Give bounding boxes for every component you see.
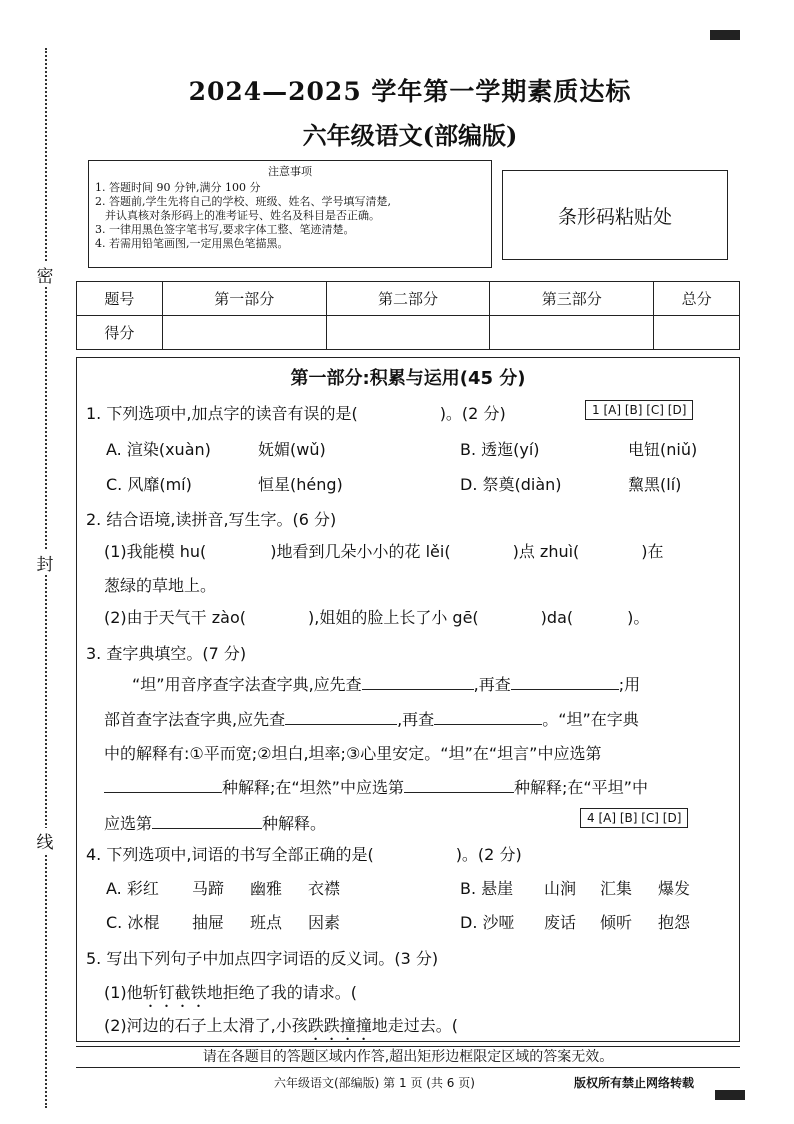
- q3-line4: [104, 775, 648, 798]
- score-header: 第一部分: [162, 282, 326, 316]
- q1-text: 1. 下列选项中,加点字的读音有误的是(: [86, 404, 358, 423]
- q3-blank[interactable]: [152, 812, 262, 829]
- q5-text: (1)他: [104, 983, 143, 1002]
- q5-text: 地走过去。(: [371, 1016, 459, 1035]
- q5-line1: [104, 980, 357, 1011]
- q2-l1-text: )在: [641, 542, 664, 561]
- q1-option-d1: D. 祭奠(diàn): [460, 475, 562, 494]
- q4-option-d3: 倾听: [600, 913, 633, 932]
- notice-item: 4. 若需用铅笔画图,一定用黑色笔描黑。: [95, 237, 289, 250]
- q4-option-b4: 爆发: [658, 879, 691, 898]
- q2-l1-text: )地看到几朵小小的花 lěi(: [270, 542, 451, 561]
- q1-text-end: )。(2 分): [439, 404, 506, 423]
- score-header: 题号: [77, 282, 163, 316]
- notice-box: [88, 160, 492, 268]
- q3-text: 应选第: [104, 814, 153, 833]
- q3-blank[interactable]: [434, 708, 542, 725]
- score-header: 第二部分: [326, 282, 490, 316]
- q1-stem: [86, 401, 506, 424]
- q5-dotted-phrase: 跌跌撞撞: [307, 1016, 372, 1035]
- q2-l2-text: ),姐姐的脸上长了小 gē(: [308, 608, 479, 627]
- q2-l1-text: (1)我能模 hu(: [104, 542, 207, 561]
- q3-text: ,再查: [397, 710, 435, 729]
- answer-warning: 请在各题目的答题区域内作答,超出矩形边框限定区域的答案无效。: [76, 1046, 740, 1068]
- q3-text: 种解释。: [262, 814, 327, 833]
- q3-line1: [132, 672, 640, 695]
- q4-option-b1: B. 悬崖: [460, 879, 514, 898]
- q1-option-a1: A. 渲染(xuàn): [106, 440, 211, 459]
- q1-answer-box[interactable]: 1 [A] [B] [C] [D]: [585, 400, 693, 420]
- q4-option-b2: 山涧: [544, 879, 577, 898]
- q4-option-d4: 抱怨: [658, 913, 691, 932]
- page-subtitle: 六年级语文(部编版): [302, 121, 518, 150]
- q3-line5: [104, 811, 326, 834]
- barcode-area: 条形码粘贴处: [502, 170, 728, 260]
- q3-text: 。“坦”在字典: [542, 710, 639, 729]
- q2-line1-cont: 葱绿的草地上。: [104, 576, 217, 595]
- q3-text: “坦”用音序查字法查字典,应先查: [132, 675, 362, 694]
- page-title: 2024—2025 学年第一学期素质达标: [188, 77, 632, 106]
- q3-blank[interactable]: [104, 776, 222, 793]
- q1-option-a2: 妩媚(wǔ): [258, 440, 326, 459]
- q3-text: ,再查: [473, 675, 511, 694]
- q2-l2-text: )da(: [540, 608, 574, 627]
- side-mark-feng: 封: [35, 550, 55, 575]
- q1-option-c1: C. 风靡(mí): [106, 475, 192, 494]
- q5-dotted-phrase: 斩钉截铁: [142, 983, 207, 1002]
- q4-option-a1: A. 彩红: [106, 879, 159, 898]
- q3-answer-box[interactable]: 4 [A] [B] [C] [D]: [580, 808, 688, 828]
- q2-l1-text: )点 zhuì(: [512, 542, 580, 561]
- q3-blank[interactable]: [404, 776, 514, 793]
- section-title: 第一部分:积累与运用(45 分): [290, 368, 526, 389]
- q4-option-c4: 因素: [308, 913, 341, 932]
- q4-option-c2: 抽屉: [192, 913, 225, 932]
- q5-stem: 5. 写出下列句子中加点四字词语的反义词。(3 分): [86, 949, 439, 968]
- registration-mark-top: [710, 30, 740, 40]
- q2-stem: 2. 结合语境,读拼音,写生字。(6 分): [86, 510, 337, 529]
- notice-item: 1. 答题时间 90 分钟,满分 100 分: [95, 181, 261, 194]
- q3-text: 部首查字法查字典,应先查: [104, 710, 286, 729]
- score-header: 第三部分: [490, 282, 654, 316]
- score-cell[interactable]: [326, 316, 490, 350]
- q2-line1: [104, 539, 664, 562]
- q1-option-b1: B. 透迤(yí): [460, 440, 540, 459]
- q5-line2: [104, 1013, 458, 1044]
- q3-text: 种解释;在“坦然”中应选第: [222, 778, 404, 797]
- q5-text: (2)河边的石子上太滑了,小孩: [104, 1016, 308, 1035]
- q4-option-b3: 汇集: [600, 879, 633, 898]
- q4-option-a2: 马蹄: [192, 879, 225, 898]
- score-cell[interactable]: [654, 316, 740, 350]
- side-mark-mi: 密: [35, 262, 55, 287]
- notice-item: 3. 一律用黑色签字笔书写,要求字体工整、笔迹清楚。: [95, 223, 355, 236]
- q3-line2: [104, 707, 639, 730]
- q3-blank[interactable]: [362, 673, 474, 690]
- page-footer: 六年级语文(部编版) 第 1 页 (共 6 页): [274, 1076, 475, 1090]
- q3-blank[interactable]: [511, 673, 619, 690]
- q4-option-c3: 班点: [250, 913, 283, 932]
- q4-option-d1: D. 沙哑: [460, 913, 515, 932]
- notice-item: 2. 答题前,学生先将自己的学校、班级、姓名、学号填写清楚,: [95, 195, 391, 208]
- q4-option-d2: 废话: [544, 913, 577, 932]
- q1-option-b2: 电钮(niǔ): [628, 440, 698, 459]
- q3-blank[interactable]: [285, 708, 397, 725]
- q1-option-c2: 恒星(héng): [258, 475, 343, 494]
- q1-option-d2: 黧黑(lí): [628, 475, 682, 494]
- q4-text-end: )。(2 分): [455, 845, 522, 864]
- q5-text: 地拒绝了我的请求。(: [206, 983, 357, 1002]
- notice-item: 并认真核对条形码上的准考证号、姓名及科目是否正确。: [105, 209, 380, 222]
- copyright-notice: 版权所有禁止网络转载: [574, 1076, 695, 1090]
- q4-option-a4: 衣襟: [308, 879, 341, 898]
- q3-text: ;用: [618, 675, 641, 694]
- q3-stem: 3. 查字典填空。(7 分): [86, 644, 247, 663]
- score-cell[interactable]: [490, 316, 654, 350]
- q4-option-a3: 幽雅: [250, 879, 283, 898]
- q3-line3: 中的解释有:①平而宽;②坦白,坦率;③心里安定。“坦”在“坦言”中应选第: [104, 744, 602, 763]
- score-row-label: 得分: [77, 316, 163, 350]
- q2-l2-text: (2)由于天气干 zào(: [104, 608, 246, 627]
- q4-text: 4. 下列选项中,词语的书写全部正确的是(: [86, 845, 374, 864]
- score-header: 总分: [654, 282, 740, 316]
- seal-dotted-line: [45, 48, 47, 1108]
- q2-line2: [104, 605, 649, 628]
- score-table: [76, 281, 740, 350]
- side-mark-xian: 线: [35, 828, 55, 853]
- registration-mark-bottom: [715, 1090, 745, 1100]
- notice-title: 注意事项: [268, 165, 312, 178]
- q4-option-c1: C. 冰棍: [106, 913, 160, 932]
- q3-text: 种解释;在“平坦”中: [513, 778, 648, 797]
- q2-l2-text: )。: [627, 608, 650, 627]
- q4-stem: [86, 842, 522, 865]
- score-cell[interactable]: [162, 316, 326, 350]
